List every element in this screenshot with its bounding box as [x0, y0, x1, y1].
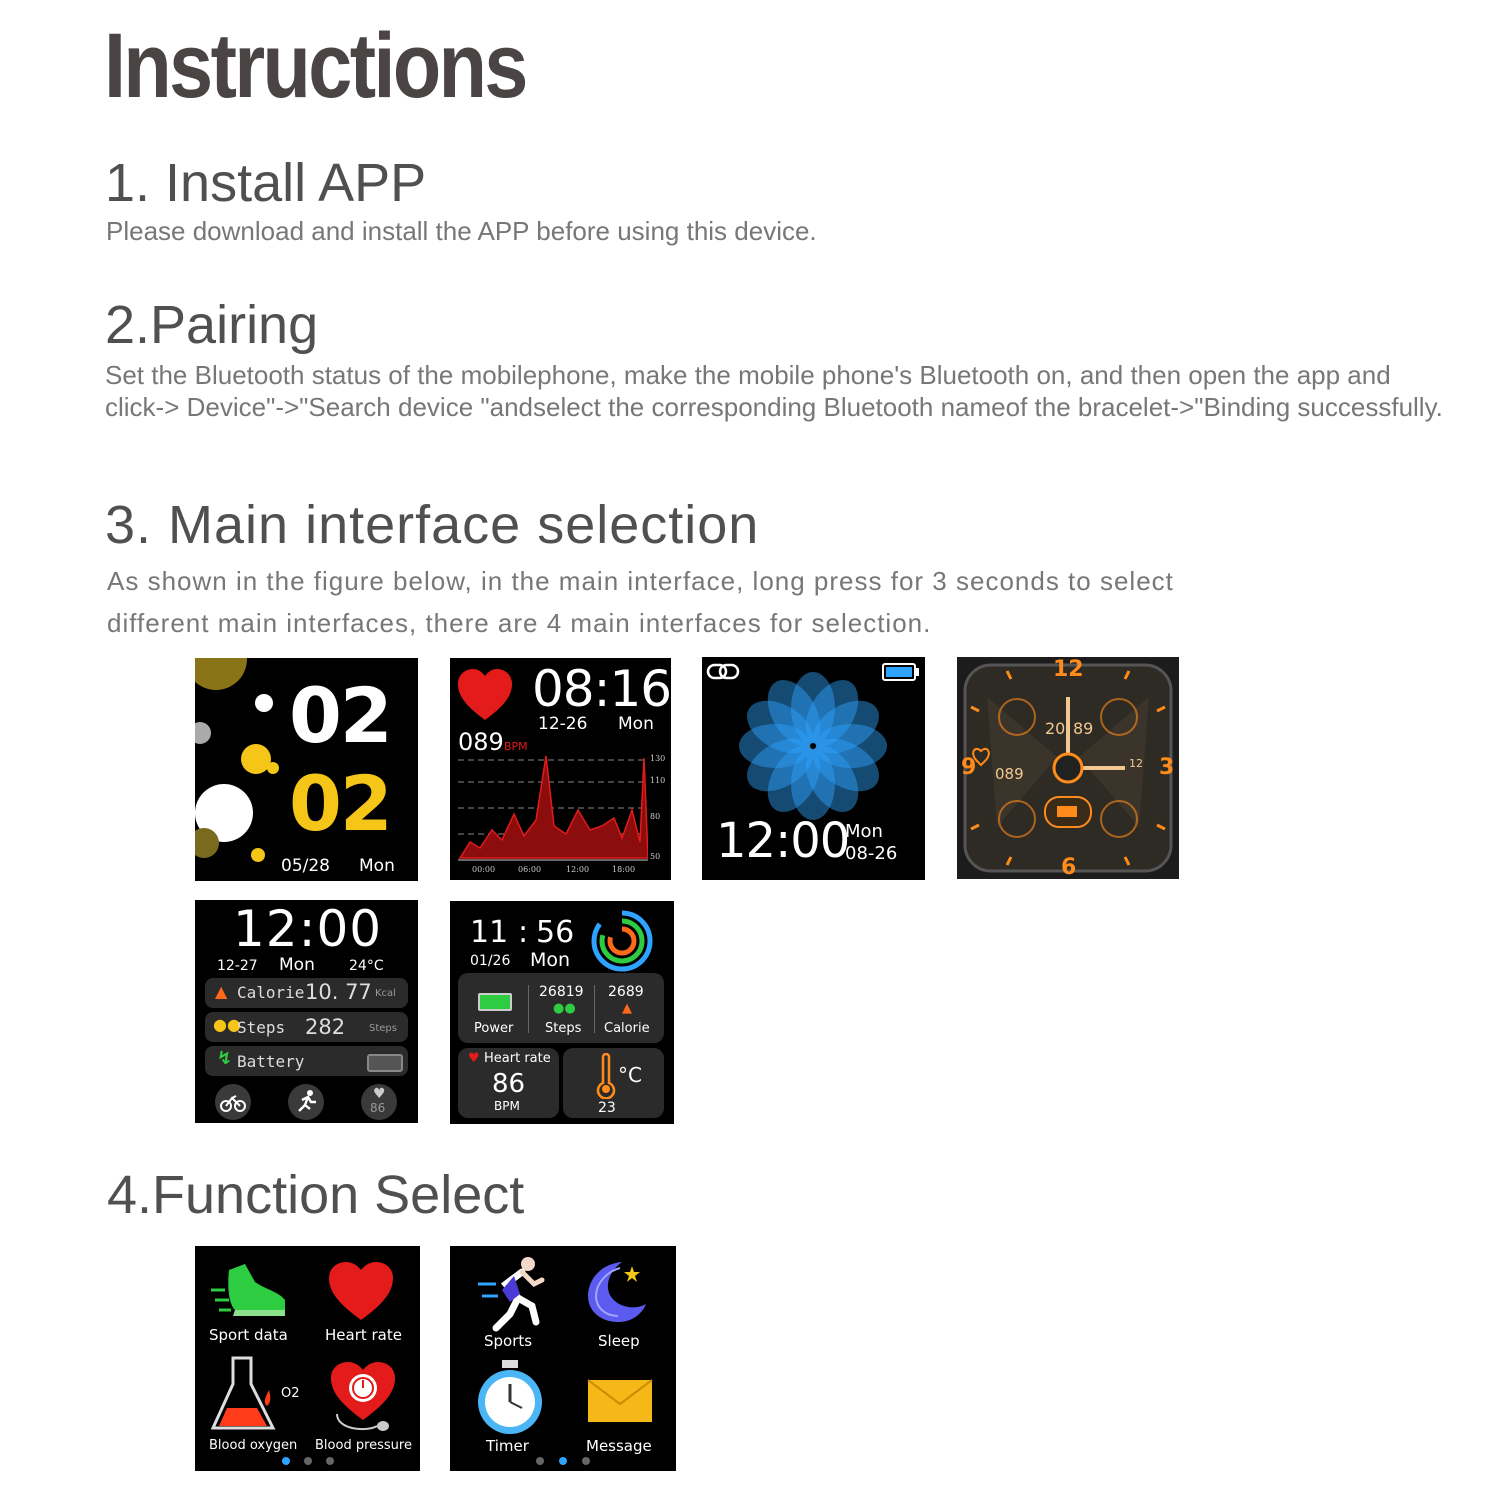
decor-circle [267, 762, 279, 774]
sports-label: Sports [484, 1332, 533, 1350]
thermometer-icon [596, 1053, 616, 1099]
page-indicator-dot[interactable] [582, 1457, 590, 1465]
date-display: 01/26 [470, 953, 511, 969]
section-1-text: Please download and install the APP before using this device. [106, 216, 817, 246]
watch-face-4[interactable] [957, 657, 1179, 879]
section-1-heading: 1. Install APP [105, 153, 427, 213]
heart-rate-icon[interactable] [327, 1260, 395, 1322]
heart-rate-label: Heart rate [484, 1051, 551, 1066]
day-display: Mon [279, 955, 315, 975]
time-display: 08:16 [532, 660, 671, 718]
minute-display: 02 [289, 759, 391, 848]
temperature-value: 23 [598, 1100, 616, 1116]
blood-oxygen-icon[interactable] [211, 1354, 281, 1434]
section-4-heading: 4.Function Select [107, 1165, 525, 1225]
x-tick: 12:00 [566, 865, 590, 874]
flame-icon: ▲ [622, 1001, 632, 1016]
section-3-text-line1: As shown in the figure below, in the main interface, long press for 3 seconds to select [107, 566, 1174, 596]
date-display: 08-26 [845, 843, 898, 864]
divider [528, 985, 529, 1033]
bpm-value: 089 [458, 728, 504, 756]
numeral-9: 9 [961, 755, 977, 780]
sport-shoe-icon[interactable] [209, 1260, 289, 1322]
steps-value: 26819 [539, 984, 584, 1000]
battery-icon [367, 1054, 403, 1072]
heart-icon: ♥ [468, 1051, 480, 1066]
date-display: 12-26 [538, 714, 588, 734]
page-title: Instructions [104, 15, 526, 117]
date-value: 12 [1129, 757, 1143, 770]
day-display: Mon [359, 856, 395, 876]
y-tick: 80 [650, 812, 661, 821]
steps-unit: Steps [369, 1023, 397, 1034]
heart-value: 089 [995, 765, 1024, 783]
watch-face-3[interactable] [702, 657, 925, 880]
watch-face-2[interactable] [450, 658, 671, 880]
page-indicator-dot[interactable] [326, 1457, 334, 1465]
blood-pressure-icon[interactable] [327, 1354, 403, 1434]
sport-data-label: Sport data [209, 1326, 288, 1344]
flame-icon: ▲ [215, 982, 228, 1001]
flower-graphic [738, 671, 888, 821]
calorie-label: Calorie [237, 983, 305, 1002]
calorie-value: 10. 77 [305, 980, 372, 1004]
sleep-label: Sleep [598, 1332, 640, 1350]
time-separator: : [518, 915, 529, 950]
section-3-heading: 3. Main interface selection [105, 495, 760, 555]
x-tick: 06:00 [518, 865, 542, 874]
timer-label: Timer [486, 1437, 529, 1455]
link-icon [706, 661, 740, 683]
time-display: 12:00 [233, 900, 383, 958]
heart-value: 86 [370, 1101, 386, 1115]
date-display: 12-27 [217, 958, 258, 974]
day-display: Mon [618, 714, 654, 734]
bpm-unit: BPM [504, 740, 528, 753]
message-envelope-icon[interactable] [586, 1376, 654, 1426]
section-2-text: Set the Bluetooth status of the mobilephone, make the mobile phone's Bluetooth on, and then open the app and click-> Device"->"Search device "andselect the corresponding Bluetooth nameof the bracelet->"Binding successfully. [105, 360, 1443, 422]
steps-value: 282 [305, 1015, 346, 1039]
blood-oxygen-label: Blood oxygen [209, 1438, 298, 1453]
minute-display: 56 [536, 915, 575, 950]
numeral-3: 3 [1159, 755, 1175, 780]
page-indicator-dot[interactable] [559, 1457, 567, 1465]
heart-rate-label: Heart rate [325, 1326, 402, 1344]
page-indicator-dot[interactable] [282, 1457, 290, 1465]
heart-icon: ♥ [373, 1086, 386, 1102]
x-tick: 18:00 [612, 865, 636, 874]
hour-display: 02 [289, 671, 391, 760]
analog-dial [957, 657, 1179, 879]
function-screen-2[interactable] [450, 1246, 676, 1471]
running-icon[interactable] [288, 1084, 324, 1120]
bolt-icon: ↯ [217, 1048, 233, 1069]
section-2-heading: 2.Pairing [105, 295, 319, 355]
message-label: Message [586, 1437, 652, 1455]
temperature-display: 24°C [349, 958, 384, 974]
power-label: Power [474, 1021, 514, 1036]
steps-label: Steps [545, 1021, 582, 1036]
calorie-unit: Kcal [375, 988, 396, 999]
battery-label: Battery [237, 1052, 305, 1071]
o2-label: O2 [281, 1386, 300, 1401]
activity-rings [590, 909, 654, 973]
steps-label: Steps [237, 1018, 286, 1037]
heart-rate-button[interactable] [361, 1084, 397, 1120]
calorie-value: 2689 [608, 984, 644, 1000]
y-tick: 130 [650, 754, 666, 763]
decor-circle [195, 828, 219, 858]
day-display: Mon [530, 949, 571, 971]
temperature-unit: °C [618, 1063, 642, 1087]
date-display: 05/28 [281, 856, 330, 876]
numeral-6: 6 [1061, 855, 1077, 879]
heart-rate-unit: BPM [494, 1099, 520, 1113]
blood-pressure-label: Blood pressure [315, 1438, 412, 1453]
heart-rate-value: 86 [492, 1069, 526, 1099]
heart-rate-chart [458, 754, 648, 864]
numeral-12: 12 [1053, 657, 1084, 682]
calorie-label: Calorie [604, 1021, 650, 1036]
sleep-moon-icon[interactable] [582, 1258, 648, 1324]
cycling-icon[interactable] [215, 1084, 251, 1120]
y-tick: 110 [650, 776, 666, 785]
heart-icon [456, 668, 514, 722]
y-tick: 50 [650, 852, 661, 861]
footprint-icon: ●● [553, 1001, 576, 1016]
battery-icon [478, 993, 512, 1011]
hour-display: 11 [470, 915, 509, 950]
page-indicator-dot[interactable] [304, 1457, 312, 1465]
decor-circle [251, 848, 265, 862]
timer-stopwatch-icon[interactable] [474, 1358, 546, 1438]
section-3-text-line2: different main interfaces, there are 4 main interfaces for selection. [107, 608, 932, 638]
time-display: 12:00 [716, 813, 850, 869]
footprint-icon: ●● [213, 1015, 241, 1034]
function-screen-1[interactable] [195, 1246, 420, 1471]
sports-runner-icon[interactable] [476, 1254, 546, 1332]
day-display: Mon [845, 821, 883, 842]
steps-value-b: 89 [1073, 719, 1094, 738]
watch-face-5[interactable] [195, 900, 418, 1123]
divider [594, 985, 595, 1033]
x-tick: 00:00 [472, 865, 496, 874]
decor-circle [195, 722, 211, 744]
watch-face-6[interactable] [450, 901, 674, 1124]
watch-face-1[interactable] [195, 658, 418, 881]
decor-circle [195, 658, 247, 690]
decor-circle [255, 694, 273, 712]
steps-value-a: 20 [1045, 719, 1066, 738]
page-indicator-dot[interactable] [536, 1457, 544, 1465]
